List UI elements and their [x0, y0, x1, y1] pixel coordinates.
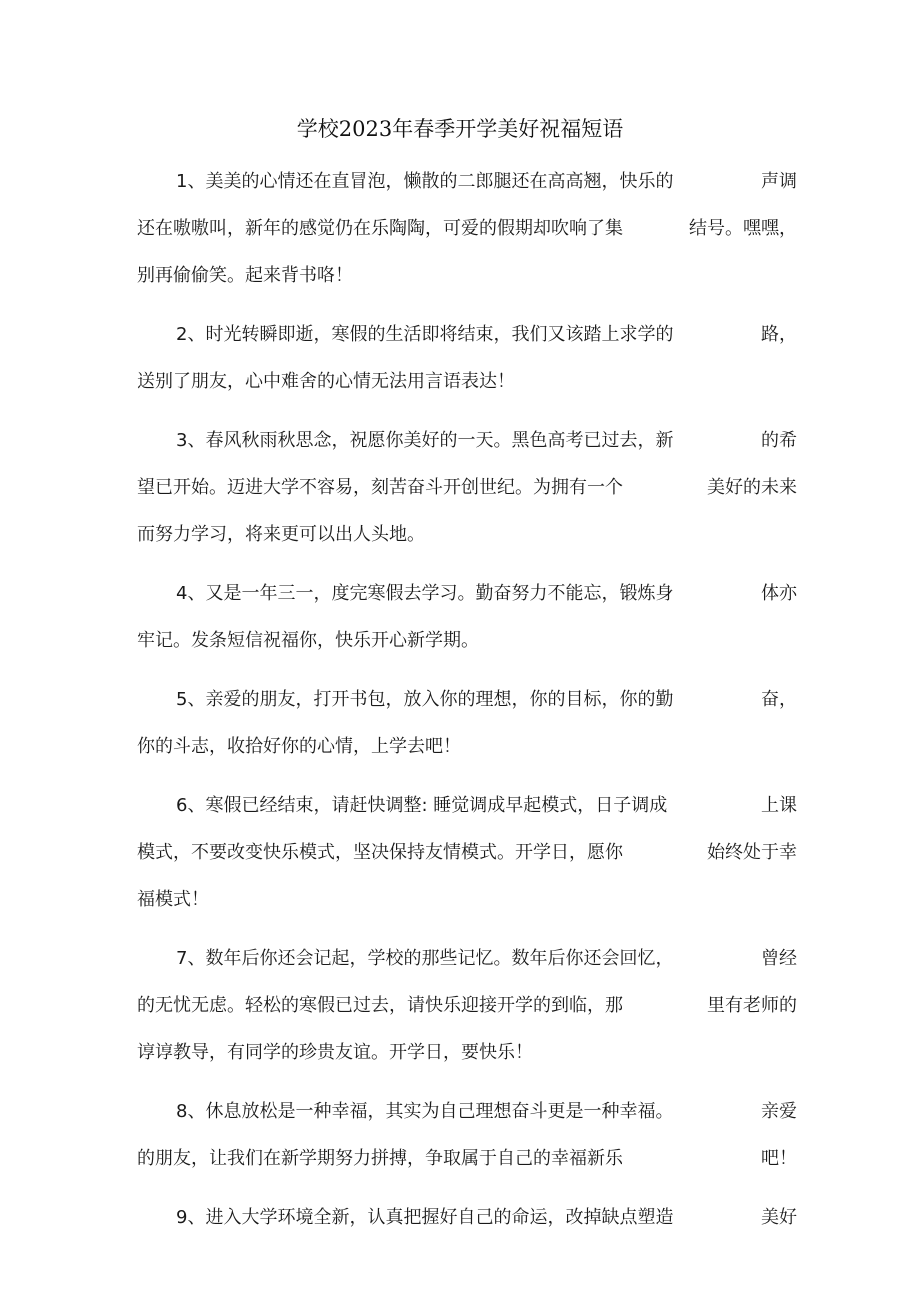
text-line: [137, 721, 797, 768]
paragraph-5: [137, 674, 797, 768]
text-segment: 吧！: [761, 1147, 797, 1169]
text-segment: 美好的未来: [707, 476, 797, 498]
text-line: [137, 1192, 797, 1239]
paragraph-6: [137, 780, 797, 921]
text-segment: 的朋友，让我们在新学期努力拼搏，争取属于自己的幸福新乐: [137, 1147, 623, 1169]
text-segment: 美好: [761, 1206, 797, 1228]
text-segment: 亲爱: [761, 1100, 797, 1122]
text-line: [137, 980, 797, 1027]
text-segment: 9、进入大学环境全新，认真把握好自己的命运，改掉缺点塑造: [176, 1206, 674, 1228]
text-segment: 上课: [761, 794, 797, 816]
text-line: [137, 156, 797, 203]
text-segment: 3、春风秋雨秋思念，祝愿你美好的一天。黑色高考已过去，新: [176, 429, 674, 451]
text-line: [137, 462, 797, 509]
text-segment: 奋，: [761, 688, 797, 710]
text-segment: 4、又是一年三一，度完寒假去学习。勤奋努力不能忘，锻炼身: [176, 582, 674, 604]
text-segment: 的希: [761, 429, 797, 451]
text-segment: 还在嗷嗷叫，新年的感觉仍在乐陶陶，可爱的假期却吹响了集: [137, 217, 623, 239]
paragraph-2: [137, 309, 797, 403]
text-line: [137, 415, 797, 462]
text-segment: 送别了朋友，心中难舍的心情无法用言语表达！: [137, 370, 515, 392]
text-segment: 谆谆教导，有同学的珍贵友谊。开学日，要快乐！: [137, 1041, 533, 1063]
text-line: [137, 827, 797, 874]
text-line: [137, 615, 797, 662]
text-segment: 1、美美的心情还在直冒泡，懒散的二郎腿还在高高翘，快乐的: [176, 170, 674, 192]
text-segment: 牢记。发条短信祝福你，快乐开心新学期。: [137, 629, 479, 651]
text-segment: 而努力学习，将来更可以出人头地。: [137, 523, 425, 545]
text-segment: 5、亲爱的朋友，打开书包，放入你的理想，你的目标，你的勤: [176, 688, 674, 710]
text-segment: 模式，不要改变快乐模式，坚决保持友情模式。开学日，愿你: [137, 841, 623, 863]
paragraph-9: [137, 1192, 797, 1239]
text-line: [137, 250, 797, 297]
text-segment: 结号。嘿嘿，: [689, 217, 797, 239]
text-segment: 2、时光转瞬即逝，寒假的生活即将结束，我们又该踏上求学的: [176, 323, 674, 345]
paragraph-3: [137, 415, 797, 556]
document-title: 学校2023年春季开学美好祝福短语: [296, 117, 624, 141]
text-line: [137, 356, 797, 403]
text-segment: 始终处于幸: [707, 841, 797, 863]
text-segment: 的无忧无虑。轻松的寒假已过去，请快乐迎接开学的到临，那: [137, 994, 623, 1016]
text-segment: 曾经: [761, 947, 797, 969]
text-segment: 望已开始。迈进大学不容易，刻苦奋斗开创世纪。为拥有一个: [137, 476, 623, 498]
text-line: [137, 1027, 797, 1074]
text-line: [137, 1133, 797, 1180]
document-body: [137, 156, 797, 1251]
text-segment: 福模式！: [137, 888, 209, 910]
text-segment: 8、休息放松是一种幸福，其实为自己理想奋斗更是一种幸福。: [176, 1100, 674, 1122]
text-line: [137, 874, 797, 921]
text-line: [137, 203, 797, 250]
text-line: [137, 933, 797, 980]
paragraph-4: [137, 568, 797, 662]
text-segment: 你的斗志，收拾好你的心情，上学去吧！: [137, 735, 461, 757]
text-line: [137, 780, 797, 827]
text-segment: 声调: [761, 170, 797, 192]
text-segment: 别再偷偷笑。起来背书咯！: [137, 264, 353, 286]
paragraph-1: [137, 156, 797, 297]
text-segment: 里有老师的: [707, 994, 797, 1016]
text-segment: 6、寒假已经结束，请赶快调整: 睡觉调成早起模式，日子调成: [176, 794, 668, 816]
text-segment: 7、数年后你还会记起，学校的那些记忆。数年后你还会回忆，: [176, 947, 674, 969]
text-line: [137, 568, 797, 615]
text-segment: 路，: [761, 323, 797, 345]
text-line: [137, 309, 797, 356]
text-line: [137, 509, 797, 556]
text-line: [137, 674, 797, 721]
paragraph-8: [137, 1086, 797, 1180]
paragraph-7: [137, 933, 797, 1074]
text-segment: 体亦: [761, 582, 797, 604]
text-line: [137, 1086, 797, 1133]
